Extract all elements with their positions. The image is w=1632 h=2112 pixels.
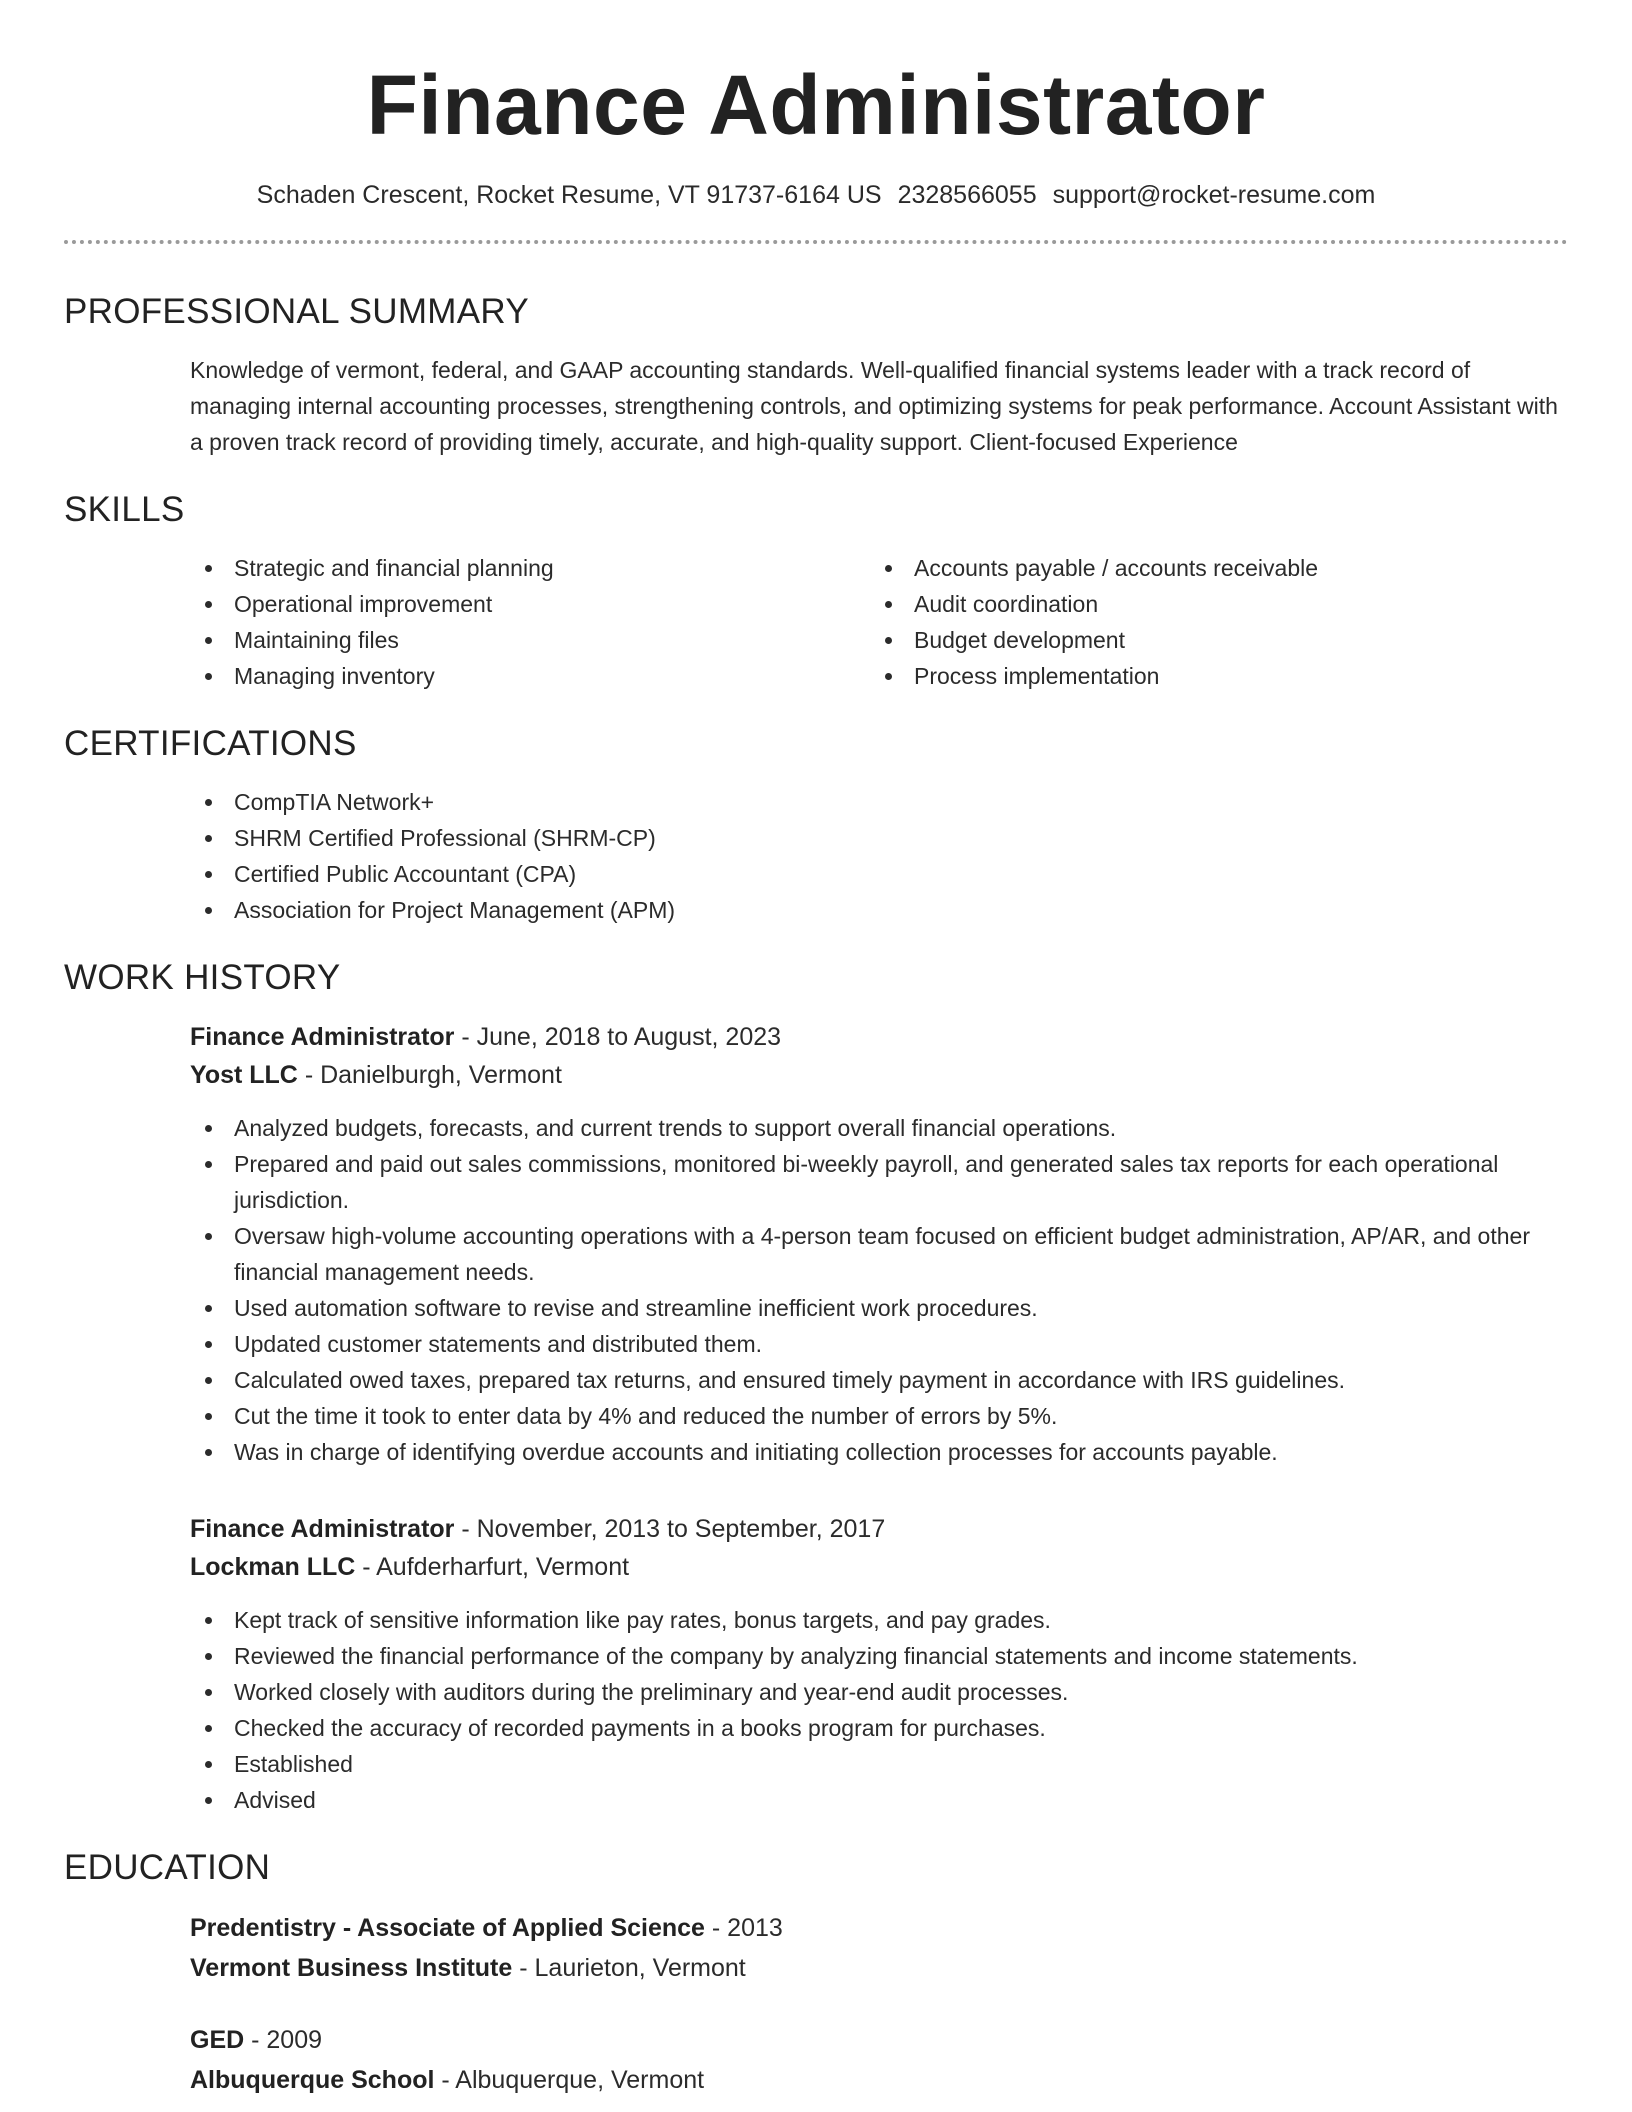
certifications-list: [190, 784, 1568, 928]
job-duty-item: Established: [190, 1746, 1568, 1782]
resume-page: [64, 0, 1568, 2100]
education-entry: [190, 2020, 1568, 2100]
education-degree-line: [190, 2020, 1568, 2060]
job-role: Finance Administrator: [190, 1023, 455, 1051]
education-school-line: [190, 1948, 1568, 1988]
education-school-line: [190, 2060, 1568, 2100]
job-duty-item: Advised: [190, 1782, 1568, 1818]
education-year: - 2009: [244, 2026, 323, 2054]
skill-item: Budget development: [870, 622, 1550, 658]
education-section: [64, 1848, 1568, 2100]
skills-title: SKILLS: [64, 490, 185, 529]
contact-line: [64, 180, 1568, 210]
job-duty-item: Kept track of sensitive information like pay rates, bonus targets, and pay grades.: [190, 1602, 1568, 1638]
certification-item: SHRM Certified Professional (SHRM-CP): [190, 820, 1568, 856]
education-location: - Albuquerque, Vermont: [434, 2066, 705, 2094]
skill-item: Process implementation: [870, 658, 1550, 694]
job-duty-item: Prepared and paid out sales commissions, monitored bi-weekly payroll, and generated sales tax reports for each operational jurisdiction.: [190, 1146, 1568, 1218]
job-duty-item: Used automation software to revise and streamline inefficient work procedures.: [190, 1290, 1568, 1326]
education-year: - 2013: [704, 1914, 783, 1942]
certification-item: Association for Project Management (APM): [190, 892, 1568, 928]
job-title-line: [190, 1510, 1568, 1548]
job-duty-item: Analyzed budgets, forecasts, and current trends to support overall financial operations.: [190, 1110, 1568, 1146]
contact-address: Schaden Crescent, Rocket Resume, VT 91737-6164 US: [256, 181, 882, 209]
job-company: Yost LLC: [190, 1061, 298, 1089]
certifications-title: CERTIFICATIONS: [64, 724, 357, 763]
job-company: Lockman LLC: [190, 1553, 356, 1581]
job-duty-item: Cut the time it took to enter data by 4% and reduced the number of errors by 5%.: [190, 1398, 1568, 1434]
skill-item: Audit coordination: [870, 586, 1550, 622]
education-degree: Predentistry - Associate of Applied Science: [190, 1914, 705, 1942]
contact-phone: 2328566055: [897, 181, 1037, 209]
skills-grid: [190, 550, 1568, 694]
job-duties: [190, 1110, 1568, 1470]
education-title: EDUCATION: [64, 1848, 271, 1887]
skills-column-left: [190, 550, 870, 694]
job-duty-item: Oversaw high-volume accounting operations with a 4-person team focused on efficient budget administration, AP/AR, and other financial management needs.: [190, 1218, 1568, 1290]
skill-item: Strategic and financial planning: [190, 550, 870, 586]
job-company-line: [190, 1548, 1568, 1586]
education-school: Albuquerque School: [190, 2066, 435, 2094]
contact-email: support@rocket-resume.com: [1052, 181, 1376, 209]
job-dates: - November, 2013 to September, 2017: [454, 1515, 886, 1543]
skill-item: Managing inventory: [190, 658, 870, 694]
certification-item: Certified Public Accountant (CPA): [190, 856, 1568, 892]
job-entry: [190, 1510, 1568, 1818]
education-location: - Laurieton, Vermont: [512, 1954, 746, 1982]
resume-name: Finance Administrator: [366, 58, 1266, 152]
job-role: Finance Administrator: [190, 1515, 455, 1543]
education-degree: GED: [190, 2026, 245, 2054]
job-duties: [190, 1602, 1568, 1818]
education-entry: [190, 1908, 1568, 1988]
certification-item: CompTIA Network+: [190, 784, 1568, 820]
summary-title: PROFESSIONAL SUMMARY: [64, 292, 529, 331]
job-duty-item: Worked closely with auditors during the preliminary and year-end audit processes.: [190, 1674, 1568, 1710]
summary-section: [64, 292, 1568, 460]
work-history-section: [64, 958, 1568, 1818]
job-entry: [190, 1018, 1568, 1470]
job-location: - Danielburgh, Vermont: [297, 1061, 562, 1089]
skill-item: Maintaining files: [190, 622, 870, 658]
job-duty-item: Reviewed the financial performance of the company by analyzing financial statements and income statements.: [190, 1638, 1568, 1674]
education-school: Vermont Business Institute: [190, 1954, 513, 1982]
skills-section: [64, 490, 1568, 694]
job-duty-item: Calculated owed taxes, prepared tax returns, and ensured timely payment in accordance with IRS guidelines.: [190, 1362, 1568, 1398]
skill-item: Operational improvement: [190, 586, 870, 622]
job-dates: - June, 2018 to August, 2023: [454, 1023, 782, 1051]
job-duty-item: Checked the accuracy of recorded payments in a books program for purchases.: [190, 1710, 1568, 1746]
certifications-section: [64, 724, 1568, 928]
skill-item: Accounts payable / accounts receivable: [870, 550, 1550, 586]
job-company-line: [190, 1056, 1568, 1094]
skills-column-right: [870, 550, 1550, 694]
education-degree-line: [190, 1908, 1568, 1948]
job-location: - Aufderharfurt, Vermont: [355, 1553, 630, 1581]
job-title-line: [190, 1018, 1568, 1056]
job-duty-item: Was in charge of identifying overdue accounts and initiating collection processes for accounts payable.: [190, 1434, 1568, 1470]
job-duty-item: Updated customer statements and distributed them.: [190, 1326, 1568, 1362]
work-history-title: WORK HISTORY: [64, 958, 341, 997]
header-divider: [64, 240, 1568, 244]
summary-text: Knowledge of vermont, federal, and GAAP accounting standards. Well-qualified financial systems leader with a track record of managing internal accounting processes, strengthening controls, and optimizing systems for peak performance. Account Assistant with a proven track record of providing timely, accurate, and high-quality support. Client-focused Experience: [190, 357, 1558, 455]
